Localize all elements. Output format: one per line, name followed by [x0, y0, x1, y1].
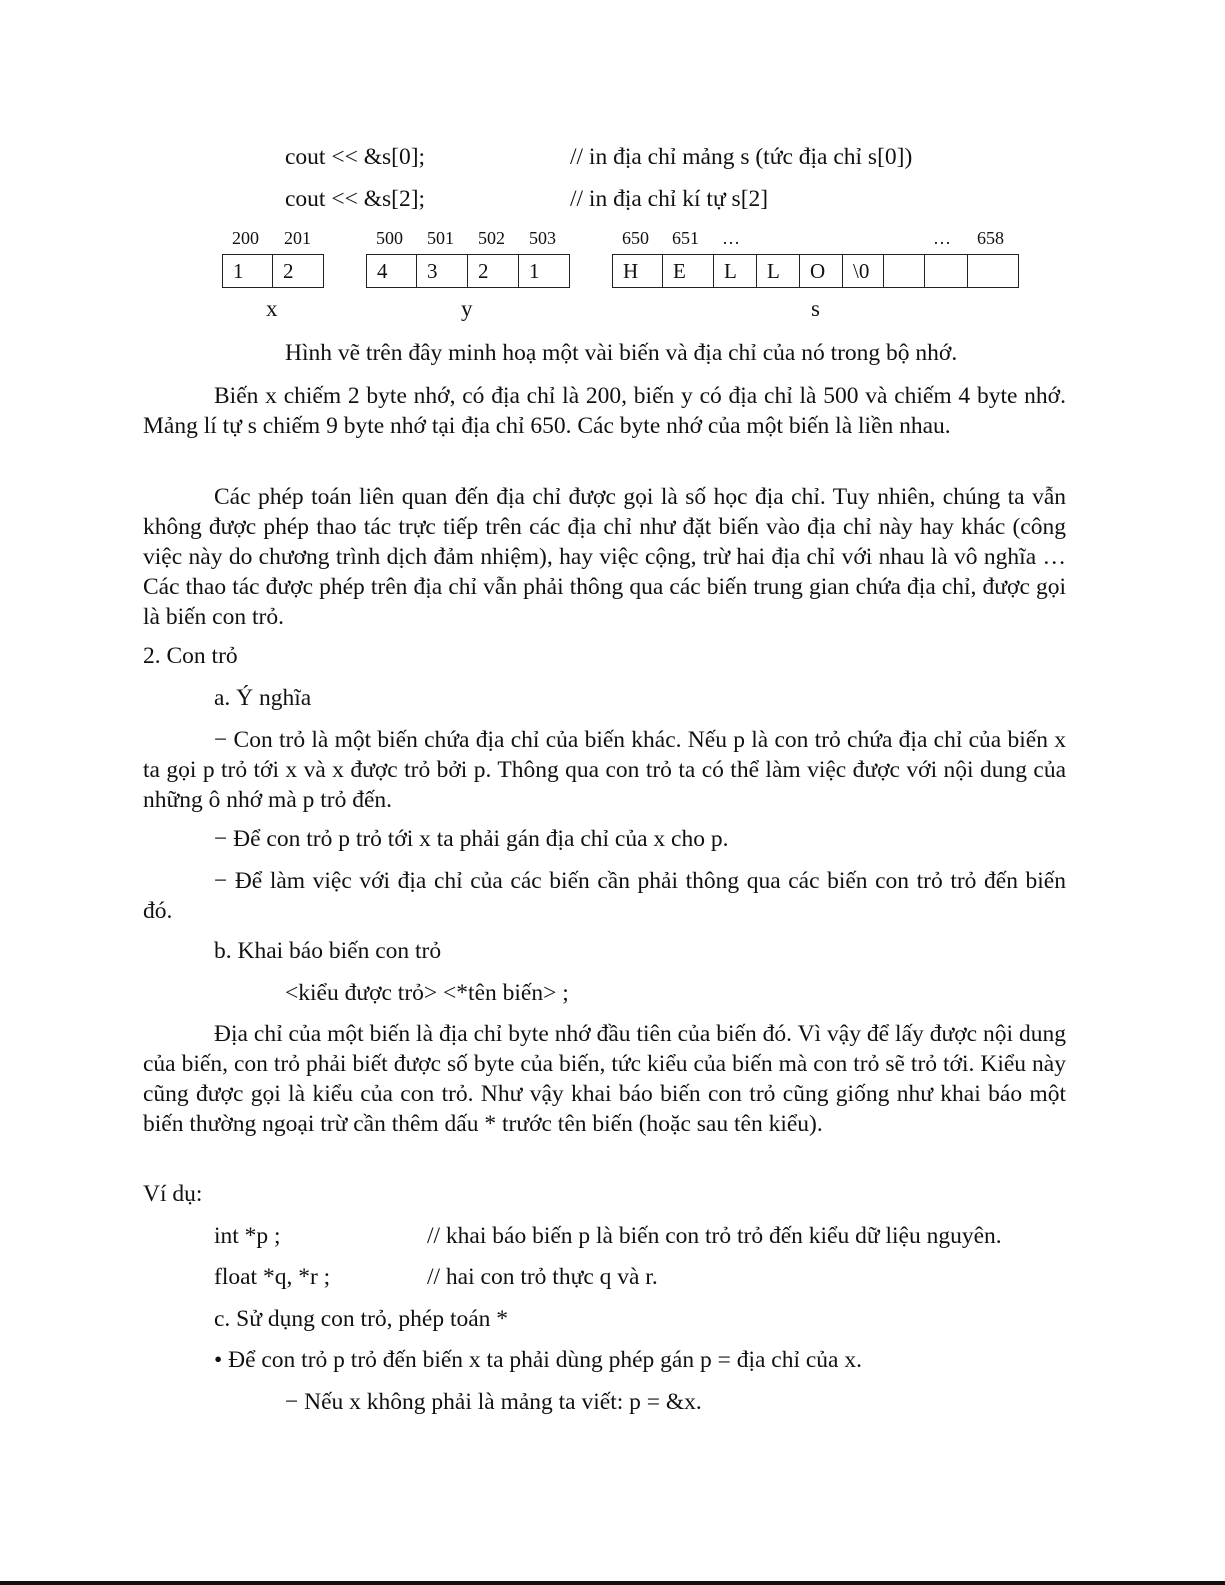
address-label: 658	[977, 228, 1004, 248]
example-code-2: float *q, *r ;	[214, 1264, 331, 1290]
page-bottom-border	[0, 1581, 1225, 1585]
figure-caption: Hình vẽ trên đây minh hoạ một vài biến và địa chỉ của nó trong bộ nhớ.	[285, 340, 958, 366]
memory-diagram	[0, 224, 1225, 324]
memory-cell: 1	[222, 254, 273, 288]
address-ellipsis: …	[722, 228, 740, 248]
section-heading: 2. Con trỏ	[143, 643, 238, 669]
address-label: 201	[284, 228, 311, 248]
address-ellipsis: …	[933, 228, 951, 248]
code-comment-1: // in địa chỉ mảng s (tức địa chỉ s[0])	[570, 144, 913, 170]
bullet-assign-address: − Để con trỏ p trỏ tới x ta phải gán địa chỉ của x cho p.	[214, 826, 729, 852]
memory-cell: H	[612, 254, 663, 288]
address-label: 503	[529, 228, 556, 248]
memory-cell	[968, 254, 1019, 288]
address-label: 501	[427, 228, 454, 248]
example-comment-1: // khai báo biến p là biến con trỏ trỏ đến kiểu dữ liệu nguyên.	[427, 1223, 1002, 1249]
bullet-pointer-definition: − Con trỏ là một biến chứa địa chỉ của biến khác. Nếu p là con trỏ chứa địa chỉ của biến x ta gọi p trỏ tới x và x được trỏ bởi p. Thông qua con trỏ ta có thể làm việc được với nội dung của những ô nhớ mà p trỏ đến.	[143, 727, 1066, 813]
memory-cell: 2	[468, 254, 519, 288]
memory-cell	[884, 254, 925, 288]
code-comment-2: // in địa chỉ kí tự s[2]	[570, 186, 769, 212]
paragraph-pointer-type: Địa chỉ của một biến là địa chỉ byte nhớ đầu tiên của biến đó. Vì vậy để lấy được nội dung của biến, con trỏ phải biết được số byte của biến, tức kiểu của biến mà con trỏ sẽ trỏ tới. Kiểu này cũng được gọi là kiểu của con trỏ. Như vậy khai báo biến con trỏ cũng giống như khai báo một biến thường ngoại trừ cần thêm dấu * trước tên biến (hoặc sau tên kiểu).	[143, 1021, 1066, 1137]
bullet-non-array: − Nếu x không phải là mảng ta viết: p = &x.	[285, 1389, 702, 1415]
memory-cell: 4	[366, 254, 417, 288]
memory-cell: O	[800, 254, 843, 288]
subsection-heading-b: b. Khai báo biến con trỏ	[214, 938, 442, 964]
address-label: 651	[672, 228, 699, 248]
memory-cell: L	[714, 254, 757, 288]
variable-label-y: y	[461, 296, 473, 321]
variable-label-s: s	[811, 296, 820, 321]
code-line-2: cout << &s[2];	[285, 186, 426, 212]
memory-cell: 1	[519, 254, 570, 288]
paragraph-memory-bytes: Biến x chiếm 2 byte nhớ, có địa chỉ là 200, biến y có địa chỉ là 500 và chiếm 4 byte nhớ. Mảng lí tự s chiếm 9 byte nhớ tại địa chỉ 650. Các byte nhớ của một biến là liền nhau.	[143, 383, 1066, 439]
bullet-assign-pointer: • Để con trỏ p trỏ đến biến x ta phải dùng phép gán p = địa chỉ của x.	[214, 1347, 862, 1373]
address-label: 200	[232, 228, 259, 248]
memory-cell: 3	[417, 254, 468, 288]
paragraph-address-arithmetic: Các phép toán liên quan đến địa chỉ được gọi là số học địa chỉ. Tuy nhiên, chúng ta vẫn không được phép thao tác trực tiếp trên các địa chỉ như đặt biến vào địa chỉ này hay khác (công việc này do chương trình dịch đảm nhiệm), hay việc cộng, trừ hai địa chỉ với nhau là vô nghĩa … Các thao tác được phép trên địa chỉ vẫn phải thông qua các biến trung gian chứa địa chỉ, được gọi là biến con trỏ.	[143, 484, 1066, 630]
address-label: 650	[622, 228, 649, 248]
address-label: 502	[478, 228, 505, 248]
code-line-1: cout << &s[0];	[285, 144, 426, 170]
variable-label-x: x	[266, 296, 278, 321]
subsection-heading-a: a. Ý nghĩa	[214, 685, 312, 711]
memory-cell	[925, 254, 968, 288]
memory-cell: 2	[273, 254, 324, 288]
declaration-syntax: <kiểu được trỏ> <*tên biến> ;	[285, 980, 569, 1006]
example-code-1: int *p ;	[214, 1223, 281, 1249]
address-label: 500	[376, 228, 403, 248]
example-label: Ví dụ:	[143, 1181, 203, 1207]
memory-cell: L	[757, 254, 800, 288]
subsection-heading-c: c. Sử dụng con trỏ, phép toán *	[214, 1306, 509, 1332]
memory-cell: E	[663, 254, 714, 288]
example-comment-2: // hai con trỏ thực q và r.	[427, 1264, 658, 1290]
memory-cell: \0	[843, 254, 884, 288]
bullet-work-with-address: − Để làm việc với địa chỉ của các biến cần phải thông qua các biến con trỏ trỏ đến biến đó.	[143, 868, 1066, 924]
